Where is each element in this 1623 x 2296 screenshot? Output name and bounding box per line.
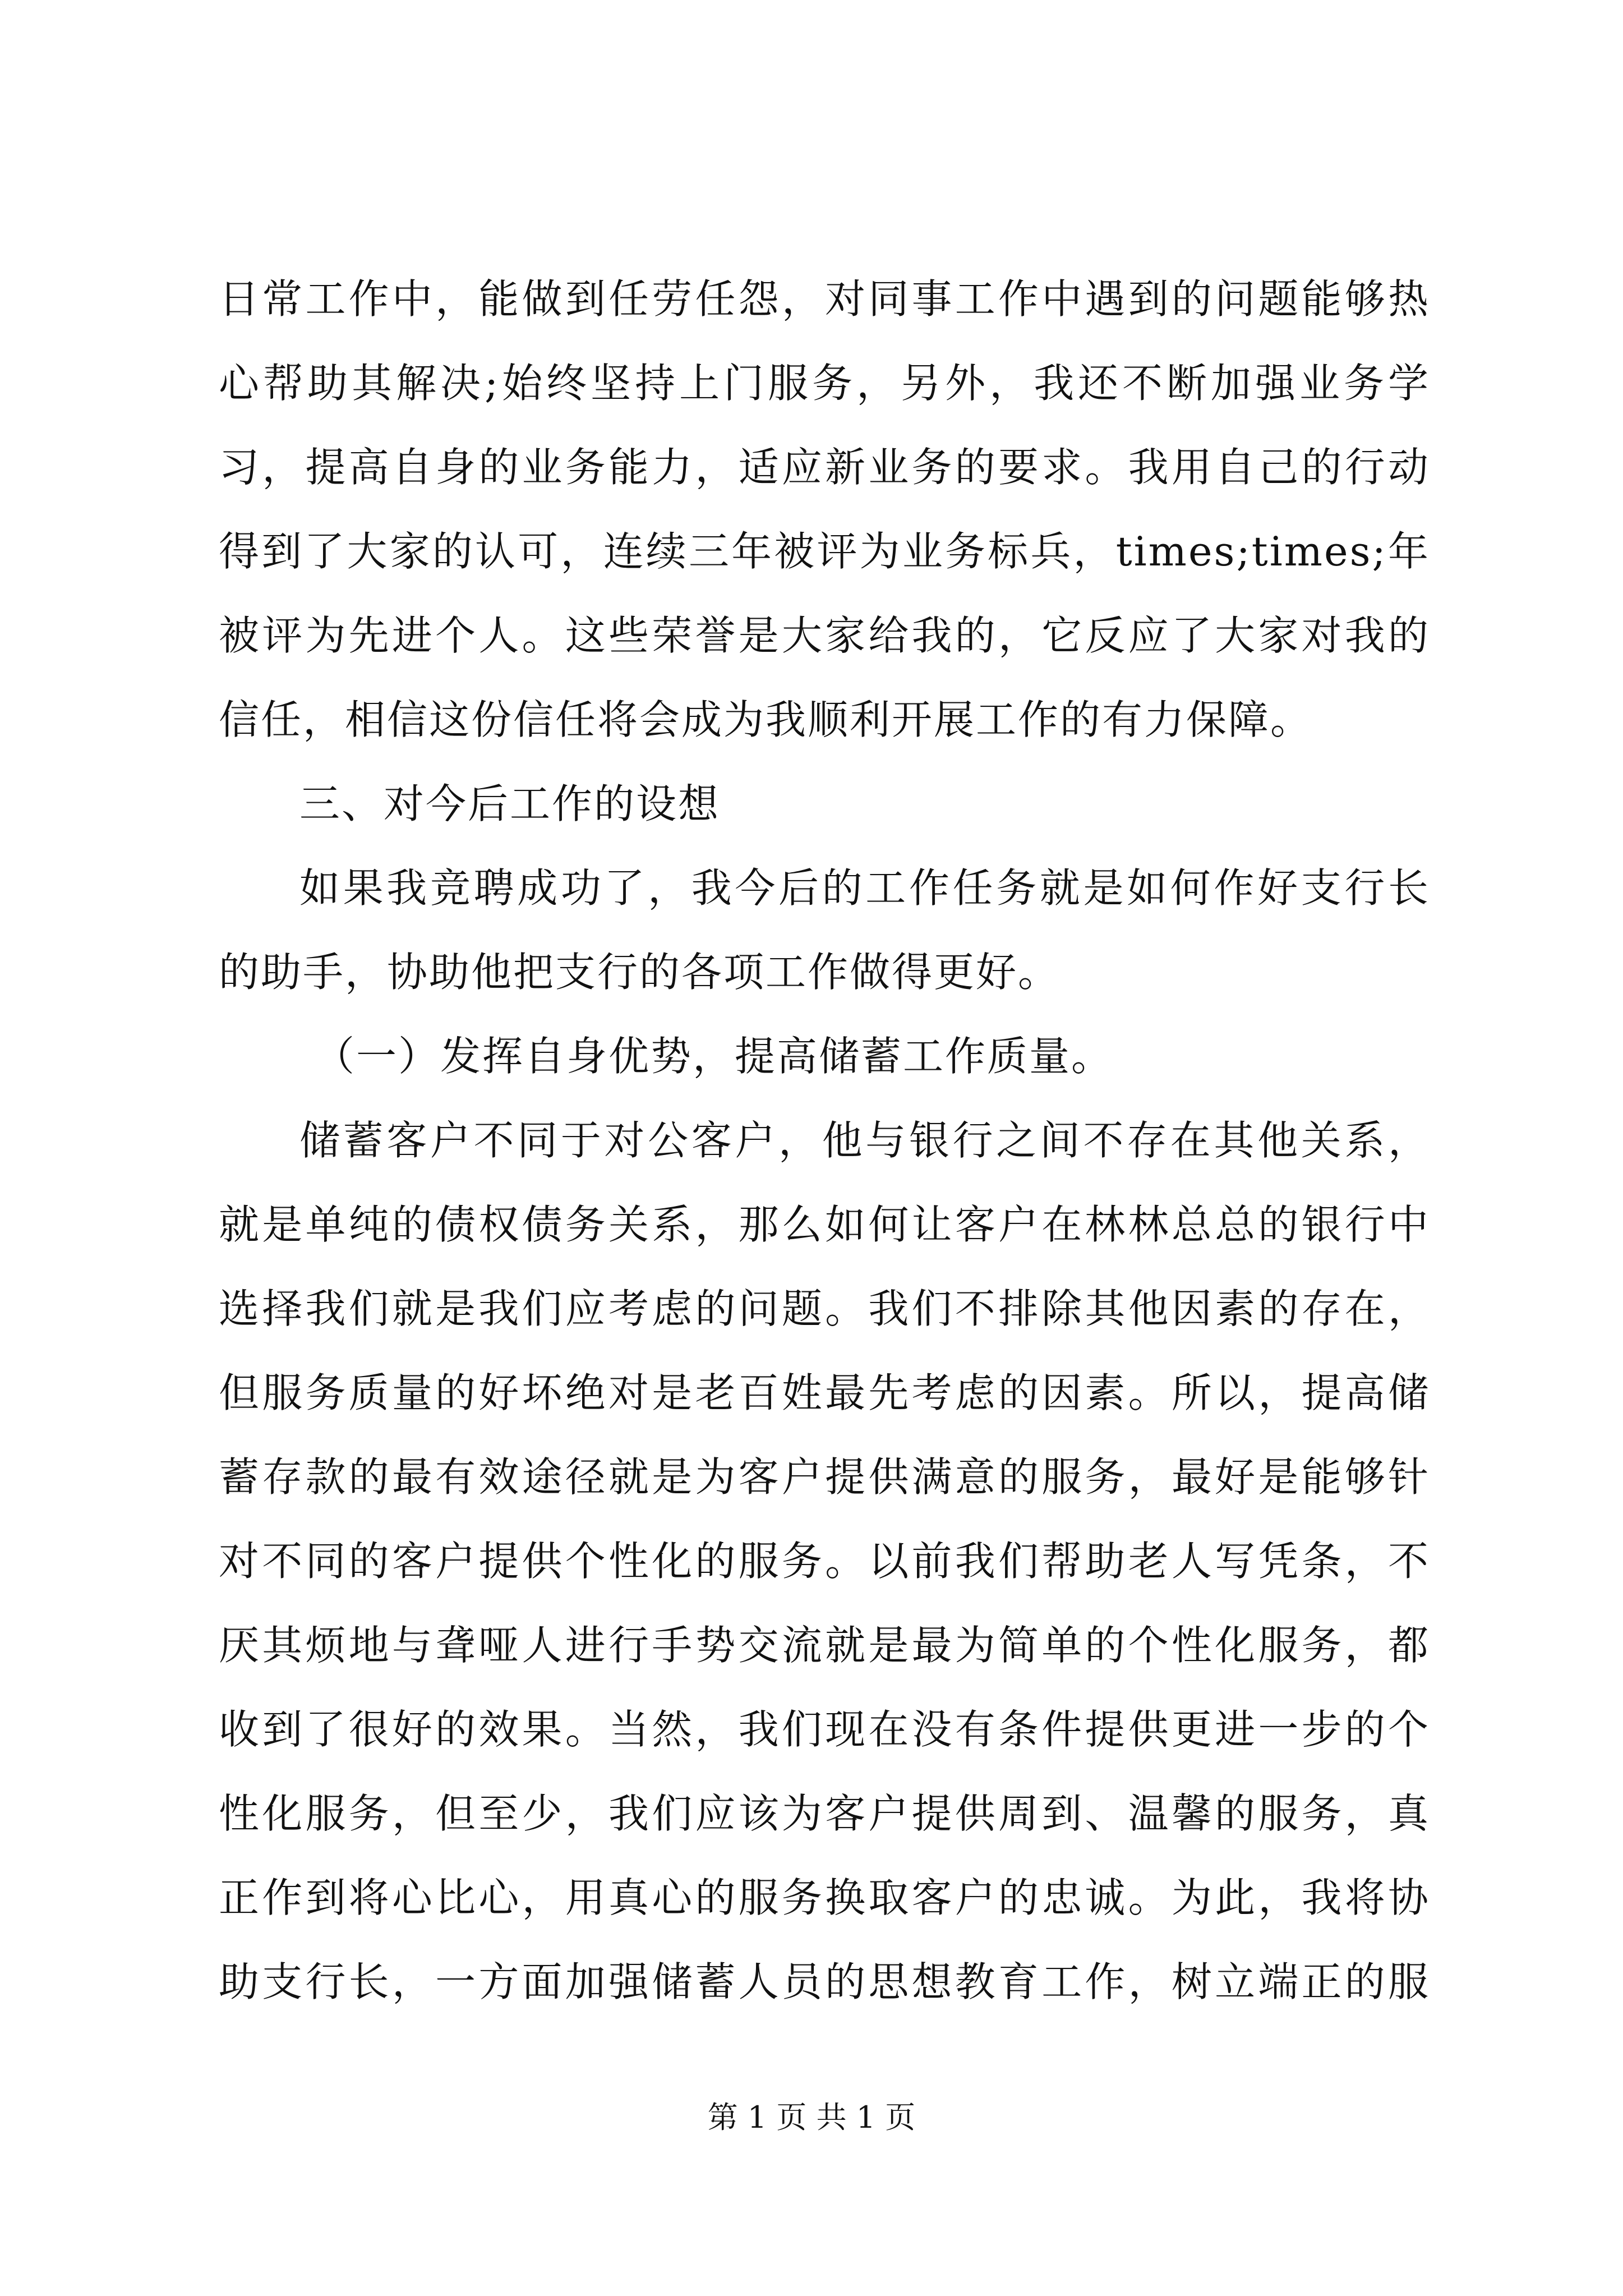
text-line: 蓄存款的最有效途径就是为客户提供满意的服务，最好是能够针 [219,1453,1430,1501]
subsection-heading: （一）发挥自身优势，提高储蓄工作质量。 [314,1033,1114,1080]
text-line: 但服务质量的好坏绝对是老百姓最先考虑的因素。所以，提高储 [219,1369,1430,1416]
document-body [219,257,1430,2024]
text-line: 习，提高自身的业务能力，适应新业务的要求。我用自己的行动 [219,444,1430,491]
text-line: 厌其烦地与聋哑人进行手势交流就是最为简单的个性化服务，都 [219,1622,1430,1669]
text-line: 对不同的客户提供个性化的服务。以前我们帮助老人写凭条，不 [219,1538,1430,1585]
text-line: 收到了很好的效果。当然，我们现在没有条件提供更进一步的个 [219,1706,1430,1753]
text-line: 得到了大家的认可，连续三年被评为业务标兵，times;times;年 [219,528,1430,575]
text-line: 如果我竞聘成功了，我今后的工作任务就是如何作好支行长 [299,864,1430,912]
text-line: 就是单纯的债权债务关系，那么如何让客户在林林总总的银行中 [219,1201,1430,1248]
page-footer: 第 1 页 共 1 页 [707,2100,916,2135]
section-heading: 三、对今后工作的设想 [299,780,721,827]
text-line: 心帮助其解决;始终坚持上门服务，另外，我还不断加强业务学 [219,360,1430,407]
text-line: 的助手，协助他把支行的各项工作做得更好。 [219,949,1061,996]
text-line: 助支行长，一方面加强储蓄人员的思想教育工作，树立端正的服 [219,1958,1430,2005]
text-line: 正作到将心比心，用真心的服务换取客户的忠诚。为此，我将协 [219,1874,1430,1921]
text-line: 信任，相信这份信任将会成为我顺利开展工作的有力保障。 [219,696,1313,743]
text-line: 日常工作中，能做到任劳任怨，对同事工作中遇到的问题能够热 [219,275,1430,323]
text-line: 被评为先进个人。这些荣誉是大家给我的，它反应了大家对我的 [219,612,1430,659]
text-line: 选择我们就是我们应考虑的问题。我们不排除其他因素的存在， [219,1285,1430,1332]
text-line: 性化服务，但至少，我们应该为客户提供周到、温馨的服务，真 [219,1790,1430,1837]
text-line: 储蓄客户不同于对公客户，他与银行之间不存在其他关系， [299,1117,1430,1164]
